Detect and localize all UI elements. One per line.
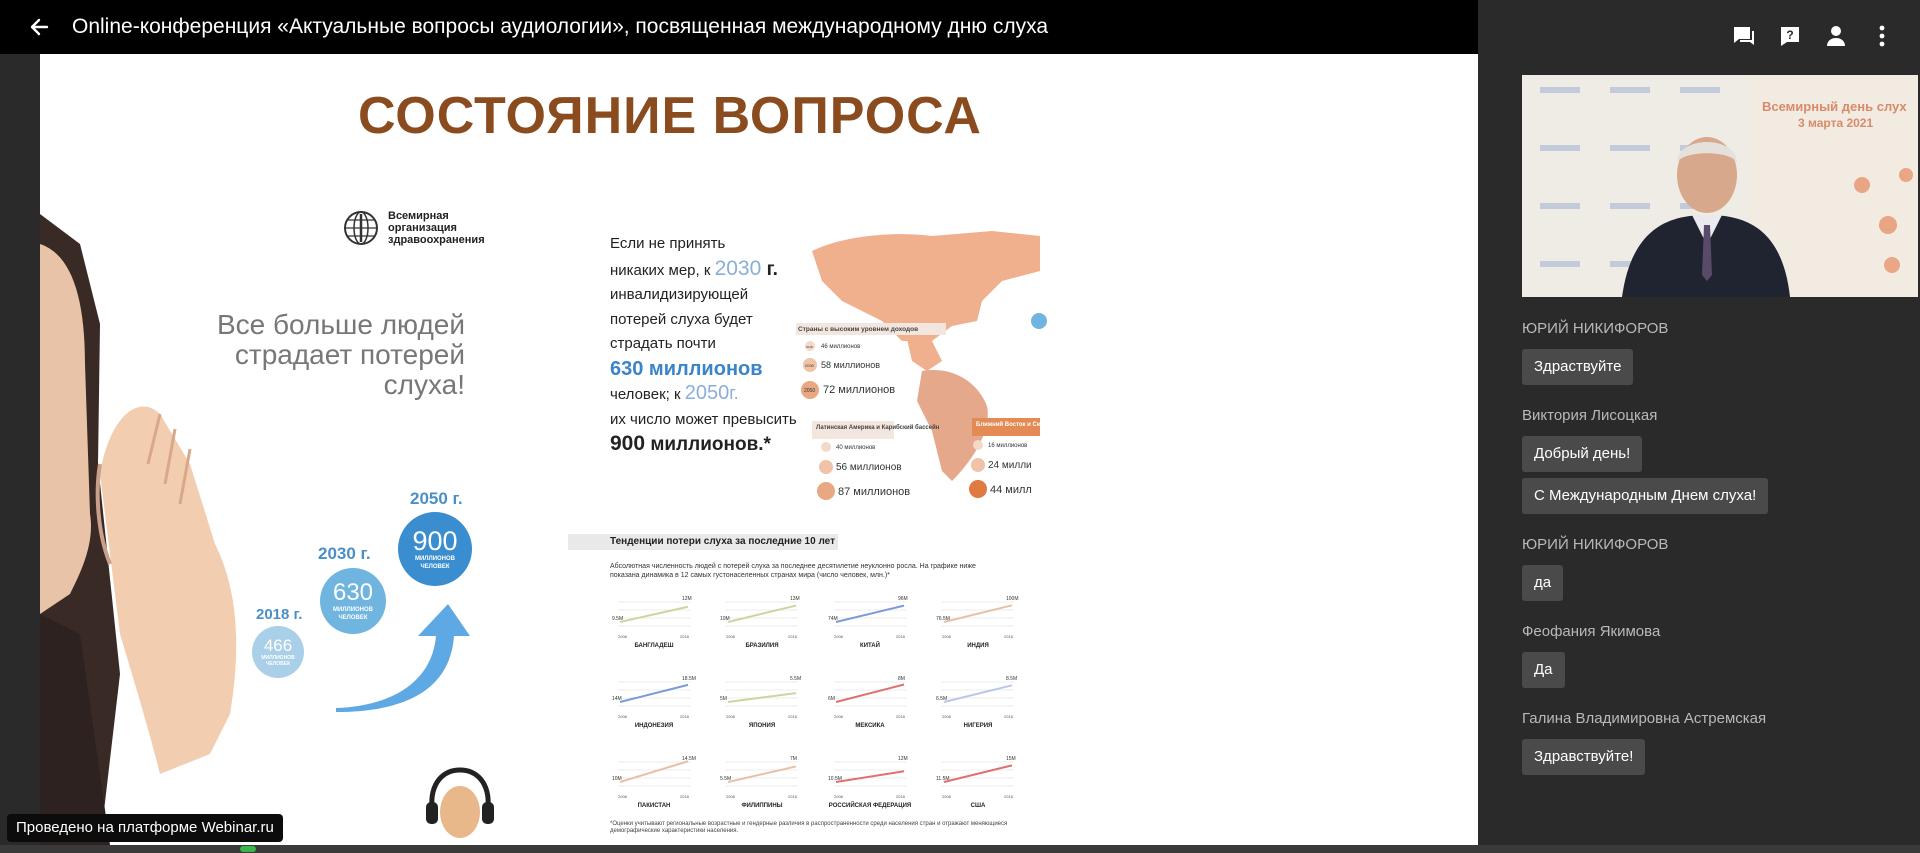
chat-group [1522,708,1912,775]
back-button[interactable] [24,12,54,42]
trend-line [728,606,796,622]
country-name: БАНГЛАДЕШ [634,643,674,649]
trends-heading: Тенденции потери слуха за последние 10 лет [568,534,838,550]
trend-end-value: 15M [1006,756,1016,762]
arrow-left-icon [29,17,49,37]
trend-line [836,685,904,703]
video-frame [1522,75,1918,297]
trend-start-value: 9.5M [612,616,624,622]
chat-group [1522,621,1912,688]
trend-line [836,771,904,782]
trend-year-end: 2018 [1004,634,1013,639]
banner-text: Всемирный день слух [1762,99,1907,114]
trend-start-value: 5M [720,696,727,702]
slide-title: СОСТОЯНИЕ ВОПРОСА [358,87,982,145]
year-label-2018: 2018 г. [256,606,303,623]
trend-end-value: 100M [1006,596,1019,602]
country-name: США [970,803,986,809]
country-name: МЕКСИКА [855,723,885,729]
forecast-span: никаких мер, к [610,261,715,279]
bubble-2050 [398,512,472,586]
trend-line [944,765,1012,782]
more-button[interactable] [1868,22,1896,50]
trend-year-start: 2008 [726,634,735,639]
trends-description: Абсолютная численность людей с потерей слуха за последнее десятилетие неуклонно росла. На графике ниже показана динамика в 12 самых густонаселенных странах мира (число человек, млн.)* [610,563,976,579]
svg-text:?: ? [1786,28,1794,42]
who-name-line1: Всемирная организация [388,210,457,234]
trend-line [944,605,1012,622]
chat-group [1522,318,1912,385]
trend-start-value: 14M [612,696,622,702]
trend-year-start: 2008 [726,794,735,799]
trend-start-value: 6M [828,696,835,702]
country-chart [720,756,798,809]
trend-year-end: 2018 [1004,714,1013,719]
bubble-value: 900 [412,526,458,556]
country-chart [936,676,1017,729]
globe-icon [340,209,382,247]
chat-group [1522,405,1912,514]
trend-start-value: 76.5M [936,616,950,622]
trend-start-value: 74M [828,616,838,622]
help-icon [1779,25,1801,47]
headphones-egg-icon [422,764,498,840]
country-name: ПАКИСТАН [637,803,671,809]
help-button[interactable] [1776,22,1804,50]
trend-end-value: 13M [790,596,800,602]
chat-message: Здравствуйте! [1522,739,1645,775]
country-name: ЯПОНИЯ [748,723,776,729]
heading-line: Все больше людей [216,309,465,340]
country-chart [720,596,800,649]
webinar-title: Online-конференция «Актуальные вопросы аудиологии», посвященная международному дню слуха [72,15,1049,38]
trend-year-start: 2008 [942,714,951,719]
trend-line [728,766,796,782]
world-map-infographic [798,231,1087,521]
top-bar [0,0,1478,54]
forecast-line: страдать почти [610,335,716,352]
trend-line [620,607,688,622]
country-name: ИНДОНЕЗИЯ [634,723,674,729]
trend-end-value: 8M [898,676,905,682]
chat-author: ЮРИЙ НИКИФОРОВ [1522,536,1669,553]
trend-year-end: 2018 [1004,794,1013,799]
trend-start-value: 6.5M [936,696,948,702]
map-value: 24 милли [988,460,1032,471]
map-value: 40 миллионов [836,445,876,451]
chat-author: Виктория Лисоцкая [1522,407,1658,424]
forecast-line [610,432,810,459]
trend-year-end: 2018 [896,794,905,799]
trend-end-value: 14.5M [682,756,696,762]
who-name-line2: здравоохранения [388,234,485,246]
map-region-label: Ближний Восток и Северная Африка [976,422,1087,428]
forecast-text [610,232,810,459]
map-year-label: 2030 [805,363,814,368]
forecast-span: г. [729,383,739,403]
bubble-unit: МИЛЛИОНОВ ЧЕЛОВЕК [332,607,374,621]
chat-author: ЮРИЙ НИКИФОРОВ [1522,320,1669,337]
trend-line [836,606,904,622]
banner-date: 3 марта 2021 [1798,116,1874,130]
map-year-label: 2050 [804,388,816,394]
trend-year-start: 2008 [834,714,843,719]
country-chart [612,756,696,809]
country-chart [828,676,906,729]
country-chart [612,596,692,649]
country-chart [612,676,696,729]
trend-end-value: 18.5M [682,676,696,682]
year-label-2030: 2030 г. [318,544,371,563]
panel-header [1478,0,1920,72]
country-chart [828,756,911,809]
trend-line [620,685,688,702]
country-chart [936,756,1016,809]
progress-indicator [240,846,256,852]
platform-badge: Проведено на платформе Webinar.ru [7,814,283,842]
year-label-2050: 2050 г. [410,489,463,508]
trend-year-end: 2018 [680,634,689,639]
trend-end-value: 12M [682,596,692,602]
trend-line [944,685,1012,702]
more-people-heading [190,310,465,400]
bubble-2018 [252,626,304,678]
chat-button[interactable] [1730,22,1758,50]
country-name: КИТАЙ [860,643,880,649]
bottom-progress-strip [0,845,1920,853]
forecast-span: миллионов.* [645,434,771,455]
trend-year-start: 2008 [618,634,627,639]
forecast-line: Если не принять [610,235,726,252]
trend-year-end: 2018 [788,794,797,799]
forecast-span: г. [761,258,778,280]
map-value: 58 миллионов [821,360,881,370]
country-name: РОССИЙСКАЯ ФЕДЕРАЦИЯ [828,803,912,809]
chat-message: Добрый день! [1522,436,1642,472]
slide-footnote: *Оценки учитывают региональные возрастные и гендерные различия в распространенности среди населения стран и отражают меняющиеся демографические характеристики населения. [610,821,1008,834]
map-value: 16 миллионов [988,443,1028,449]
chat-message: Здраствуйте [1522,349,1633,385]
trend-year-end: 2018 [680,714,689,719]
country-name: НИГЕРИЯ [963,723,993,729]
trend-year-end: 2018 [896,714,905,719]
trend-end-value: 12M [898,756,908,762]
forecast-900: 900 [610,432,646,455]
map-value: 72 миллионов [823,384,896,396]
participants-button[interactable] [1822,22,1850,50]
heading-line: страдает потерей [234,339,465,370]
map-region-label: Латинская Америка и Карибский бассейн [816,425,940,431]
trend-start-value: 10M [612,776,622,782]
bubble-unit: МИЛЛИОНОВ ЧЕЛОВЕК [261,655,295,667]
trend-end-value: 5.5M [790,676,802,682]
forecast-line [610,381,810,408]
map-region-label: Страны с высоким уровнем доходов [798,326,919,333]
trend-line [620,761,688,782]
trend-year-end: 2018 [788,634,797,639]
chat-message: да [1522,565,1563,601]
trend-year-end: 2018 [680,794,689,799]
trend-year-start: 2008 [726,714,735,719]
map-value: 46 миллионов [821,344,861,350]
trend-end-value: 7M [790,756,797,762]
country-trend-charts [610,594,1040,824]
map-value: 87 миллионов [838,486,911,498]
trend-end-value: 96M [898,596,908,602]
trend-year-start: 2008 [942,794,951,799]
presentation-slide [40,54,1478,845]
forecast-line: потерей слуха будет [610,310,753,328]
trend-year-end: 2018 [896,634,905,639]
forecast-span: человек; к [610,386,685,403]
speaker-video[interactable] [1522,75,1918,297]
trend-year-end: 2018 [788,714,797,719]
trend-year-start: 2008 [942,634,951,639]
chat-author: Феофания Якимова [1522,623,1661,640]
forecast-year-2050: 2050 [684,382,730,404]
trend-year-start: 2008 [618,794,627,799]
trend-end-value: 8.5M [1006,676,1018,682]
chat-icon [1732,25,1756,47]
trend-start-value: 10.5M [828,776,842,782]
forecast-year-2030: 2030 [714,256,762,280]
trend-year-start: 2008 [834,634,843,639]
forecast-line: их число может превысить [610,410,797,428]
trend-line [728,693,796,702]
map-value: 56 миллионов [836,462,902,473]
trend-year-start: 2008 [834,794,843,799]
forecast-line [610,257,810,284]
bubble-value: 466 [263,636,293,655]
country-name: БРАЗИЛИЯ [745,643,779,649]
map-value: 44 милл [990,484,1032,496]
trend-year-start: 2008 [618,714,627,719]
chat-message: Да [1522,652,1565,688]
country-chart [720,676,801,729]
country-chart [936,596,1019,649]
chat-panel [1522,318,1912,775]
forecast-630: 630 миллионов [610,357,763,380]
trend-start-value: 10M [720,616,730,622]
trend-start-value: 11.5M [936,776,950,782]
chat-author: Галина Владимировна Астремская [1522,710,1767,727]
bubble-unit: МИЛЛИОНОВ ЧЕЛОВЕК [414,556,456,570]
country-name: ИНДИЯ [967,643,989,649]
heading-line: слуха! [383,369,465,400]
forecast-line: инвалидизирующей [610,286,749,303]
trend-start-value: 5.5M [720,776,732,782]
who-logo [340,209,498,247]
chat-message: С Международным Днем слуха! [1522,478,1768,514]
chat-group [1522,534,1912,601]
country-chart [828,596,908,649]
more-vert-icon [1878,25,1886,47]
map-year-label: 2018 [806,345,813,349]
person-icon [1825,25,1847,47]
growth-arrow-icon [332,602,472,712]
country-name: ФИЛИППИНЫ [741,803,783,809]
bubble-value: 630 [332,579,374,606]
